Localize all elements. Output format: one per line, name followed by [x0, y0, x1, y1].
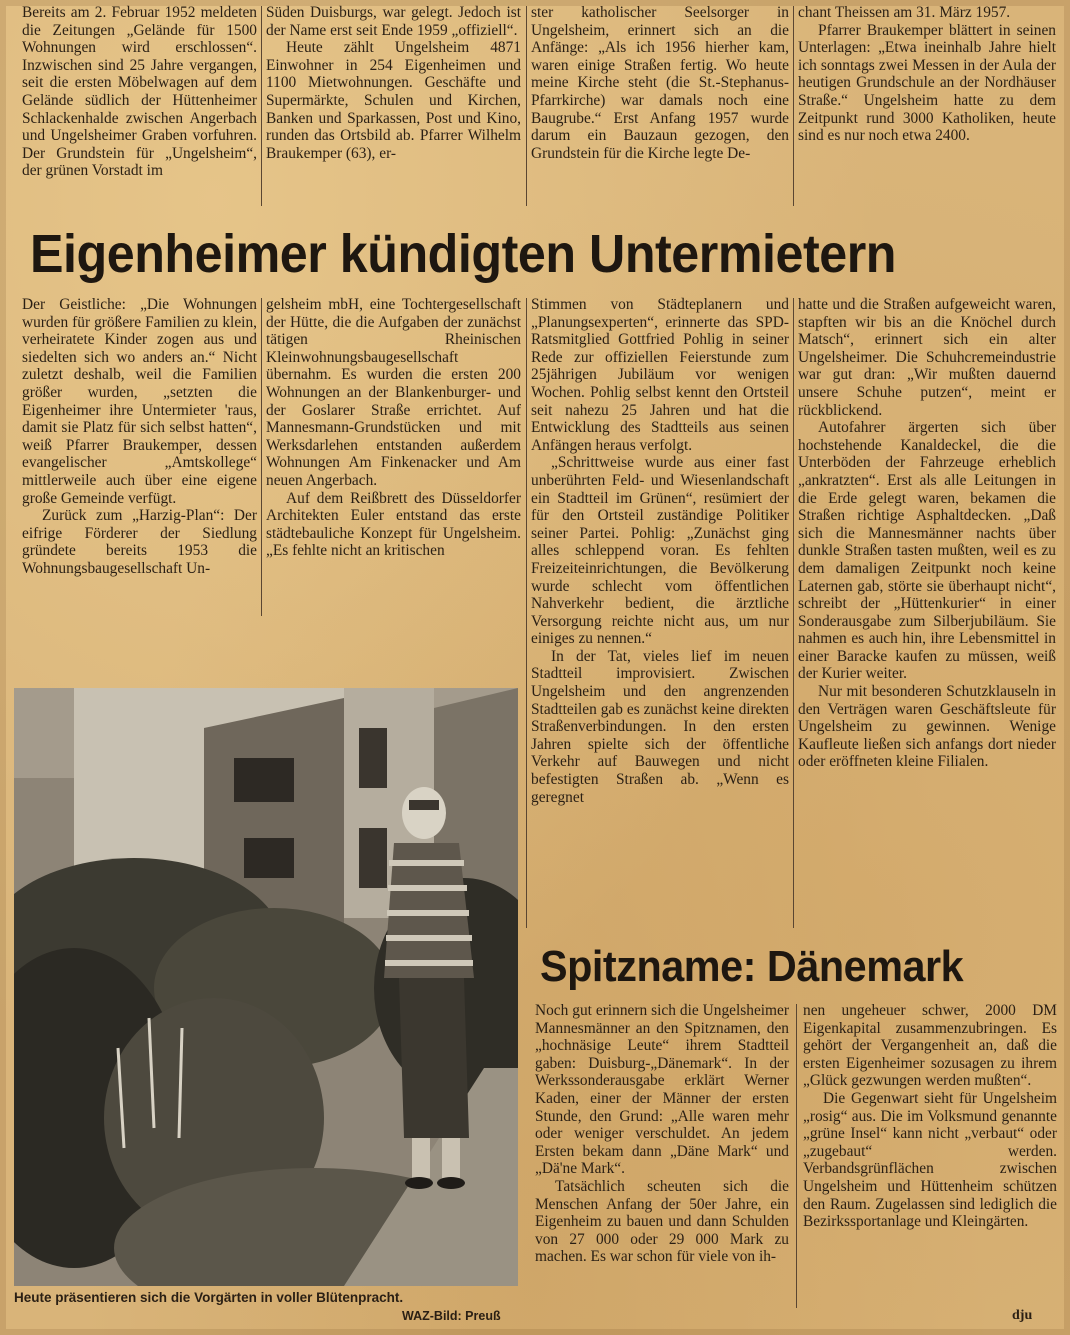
article-paragraph: nen ungeheuer schwer, 2000 DM Eigenkapital zusammenzubringen. Es gehört der Vergangenheit an, daß die ersten Eigenheimer sozusagen zu ihrem „Glück gezwungen werden mußten“. — [803, 1002, 1057, 1090]
article-paragraph: Stimmen von Städteplanern und „Planungsexperten“, erinnerte das SPD-Ratsmitglied Gottfried Pohlig in seiner Rede zur offiziellen Feierstunde zum 25jährigen Jubiläum vor wenigen Wochen. Pohlig selbst kennt den Ortsteil seit nahezu 25 Jahren und hat die Entwicklung des Stadtteils aus seinen Anfängen heraus verfolgt. — [531, 296, 789, 454]
article-paragraph: chant Theissen am 31. März 1957. — [798, 4, 1011, 21]
article-paragraph: „Schrittweise wurde aus einer fast unberührten Feld- und Wiesenlandschaft ein Stadtteil im Grünen“, resümiert der für den Ortsteil zuständige Politiker seiner Partei. Pohlig: „Zunächst ging alles schleppend voran. Es fehlten Freizeiteinrichtungen, die Bevölkerung wurde schlecht vom öffentlichen Nahverkehr bedient, die ärztliche Versorgung reichte nicht aus, um nur einiges zu nennen.“ — [531, 454, 789, 648]
middle-column-1 — [22, 296, 257, 618]
article-paragraph: Tatsächlich scheuten sich die Menschen Anfang der 50er Jahre, ein Eigenheim zu bauen und dann Schulden von 27 000 oder 29 000 Mark zu machen. Es war schon für viele von ih- — [535, 1177, 789, 1266]
article-paragraph: In der Tat, vieles lief im neuen Stadtteil improvisiert. Zwischen Ungelsheim und den angrenzenden Stadtteilen gab es zunächst keine direkten Straßenverbindungen. In den ersten Jahren spielte sich der öffentliche Verkehr auf Bauwegen und nicht befestigten Straßen ab. „Wenn es geregnet — [531, 647, 789, 806]
photo-caption-text: die Vorgärten in voller Blütenpracht. — [167, 1290, 404, 1305]
top-column-4 — [798, 4, 1056, 208]
article-paragraph: Autofahrer ärgerten sich über hochstehende Kanaldeckel, die die Unterböden der Fahrzeuge erheblich „ankratzten“. Erst als alle Leitungen in die Erde gelegt waren, bekamen die Straßen richtige Asphaltdecken. „Daß sich die Mannesmänner nachts über dunkle Straßen tasten mußten, weil es zu dem damaligen Zeitpunkt noch keine Laternen gab, störte sie überhaupt nicht“, schreibt der „Hüttenkurier“ in einer Sonderausgabe zum Silberjubiläum. Sie nahmen es auch hin, ihre Lebensmittel in einer Baracke kaufen zu müssen, weiß der Kurier weiter. — [798, 419, 1056, 683]
article-paragraph: Pfarrer Braukemper blättert in seinen Unterlagen: „Etwa ineinhalb Jahre hielt ich sonntags zwei Messen in der Aula der heutigen Grundschule an der Nordhäuser Straße.“ Ungelsheim hatte zu dem Zeitpunkt rund 3000 Katholiken, heute sind es nur noch etwa 2400. — [798, 21, 1056, 145]
article-paragraph: Auf dem Reißbrett des Düsseldorfer Architekten Euler entstand das erste städtebauliche Konzept für Ungelsheim. „Es fehlte nicht an kritischen — [266, 489, 521, 560]
top-column-2 — [266, 4, 521, 208]
article-paragraph: ster katholischer Seelsorger in Ungelsheim, erinnert sich an die Anfänge: „Als ich 1956 hierher kam, waren einige Straßen fertig. Wo heute meine Kirche steht (die St.-Stephanus-Pfarrkirche) war damals noch eine Baugrube.“ Erst Anfang 1957 wurde darum ein Bauzaun gezogen, den Grundstein für die Kirche legte De- — [531, 4, 789, 162]
article-paragraph: Nur mit besonderen Schutzklauseln in den Verträgen waren Geschäftsleute für Ungelsheim zu gewinnen. Wenige Kaufleute ließen sich anfangs dort nieder oder eröffneten kleine Filialen. — [798, 683, 1056, 771]
article-paragraph: gelsheim mbH, eine Tochtergesellschaft der Hütte, die die Aufgaben der zunächst tätigen Rheinischen Kleinwohnungsbaugesellschaft übernahm. Es wurden die ersten 200 Wohnungen an der Blankenburger- und der Goslarer Straße errichtet. Auf Mannesmann-Grundstücken und mit Werksdarlehen entstanden außerdem Wohnungen Am Finkenacker und Am neuen Angerbach. — [266, 296, 521, 489]
photo-credit: WAZ-Bild: Preuß — [402, 1309, 501, 1323]
middle-column-2 — [266, 296, 521, 618]
article-paragraph: Der Geistliche: „Die Wohnungen wurden für größere Familien zu klein, verheiratete Kinder zogen aus und siedelten sich wo anders an.“ Nicht zuletzt deshalb, weil die Familien größer wurden, „setzten die Eigenheimer ihre Untermieter 'raus, damit sie Platz für sich selbst hatten“, weiß Pfarrer Braukemper, dessen evangelischer „Amtskollege“ mittlerweile auch über eine eigene große Gemeinde verfügt. — [22, 296, 257, 507]
article-paragraph: Heute zählt Ungelsheim 4871 Einwohner in 254 Eigenheimen und 1100 Mietwohnungen. Geschäfte und Supermärkte, Schulen und Kirchen, Banken und Sparkassen, Post und Kino, runden das Ortsbild ab. Pfarrer Wilhelm Braukemper (63), er- — [266, 39, 521, 162]
bottom-divider — [796, 1004, 797, 1308]
middle-divider-1 — [261, 298, 262, 616]
top-column-3 — [531, 4, 789, 208]
article-paragraph: hatte und die Straßen aufgeweicht waren, stapften wir bis an die Knöchel durch Matsch“, erinnert sich ein alter Ungelsheimer. Die Schuhcremeindustrie war gut dran: „Wir mußten dauernd unsere Schuhe putzen“, meint er rückblickend. — [798, 296, 1056, 419]
article-paragraph: Noch gut erinnern sich die Ungelsheimer Mannesmänner an den Spitznamen, den „hochnäsige Leute“ ihrem Stadtteil gaben: Duisburg-„Dänemark“. In der Werkssonderausgabe erklärt Werner Kaden, einer der Männer der ersten Stunde, den Grund: „Alle waren mehr oder weniger verschuldet. An jedem Ersten bekam dann „Däne Mark“ und „Dä'ne Mark“. — [535, 1002, 789, 1178]
author-signature: dju — [1012, 1308, 1033, 1323]
photo-caption-lead: Heute präsentieren sich — [14, 1290, 168, 1305]
top-divider-3 — [793, 6, 794, 206]
middle-divider-3 — [793, 298, 794, 928]
main-headline: Eigenheimer kündigten Untermietern — [30, 224, 896, 284]
top-column-1 — [22, 4, 257, 208]
sub-headline: Spitzname: Dänemark — [540, 942, 964, 991]
bottom-column-1 — [535, 1002, 789, 1310]
article-paragraph: Bereits am 2. Februar 1952 meldeten die Zeitungen „Gelände für 1500 Wohnungen wird erschlossen“. Inzwischen sind 25 Jahre vergangen, seit die ersten Möbelwagen auf dem Gelände südlich der Hüttenheimer Schlackenhalde zwischen Angerbach und Ungelsheimer Graben vorfuhren. Der Grundstein für „Ungelsheim“, der grünen Vorstadt im — [22, 4, 257, 180]
article-paragraph: Die Gegenwart sieht für Ungelsheim „rosig“ aus. Die im Volksmund genannte „grüne Insel“ kann nicht „verbaut“ oder „zugebaut“ werden. Verbandsgrünflächen zwischen Ungelsheim und Hüttenheim schützen den Raum. Zugelassen sind lediglich die Bezirkssportanlage und Kleingärten. — [803, 1089, 1057, 1231]
photo-caption — [14, 1290, 403, 1306]
article-paragraph: Süden Duisburgs, war gelegt. Jedoch ist der Name erst seit Ende 1959 „offiziell“. — [266, 4, 521, 39]
middle-divider-2 — [526, 298, 527, 928]
bottom-column-2 — [803, 1002, 1057, 1302]
garden-photo — [14, 688, 518, 1286]
article-paragraph: Zurück zum „Harzig-Plan“: Der eifrige Förderer der Siedlung gründete bereits 1953 die Wohnungsbaugesellschaft Un- — [22, 507, 257, 577]
photo-illustration — [14, 688, 518, 1286]
middle-column-4 — [798, 296, 1056, 928]
top-divider-2 — [526, 6, 527, 206]
top-divider-1 — [261, 6, 262, 206]
middle-column-3 — [531, 296, 789, 928]
